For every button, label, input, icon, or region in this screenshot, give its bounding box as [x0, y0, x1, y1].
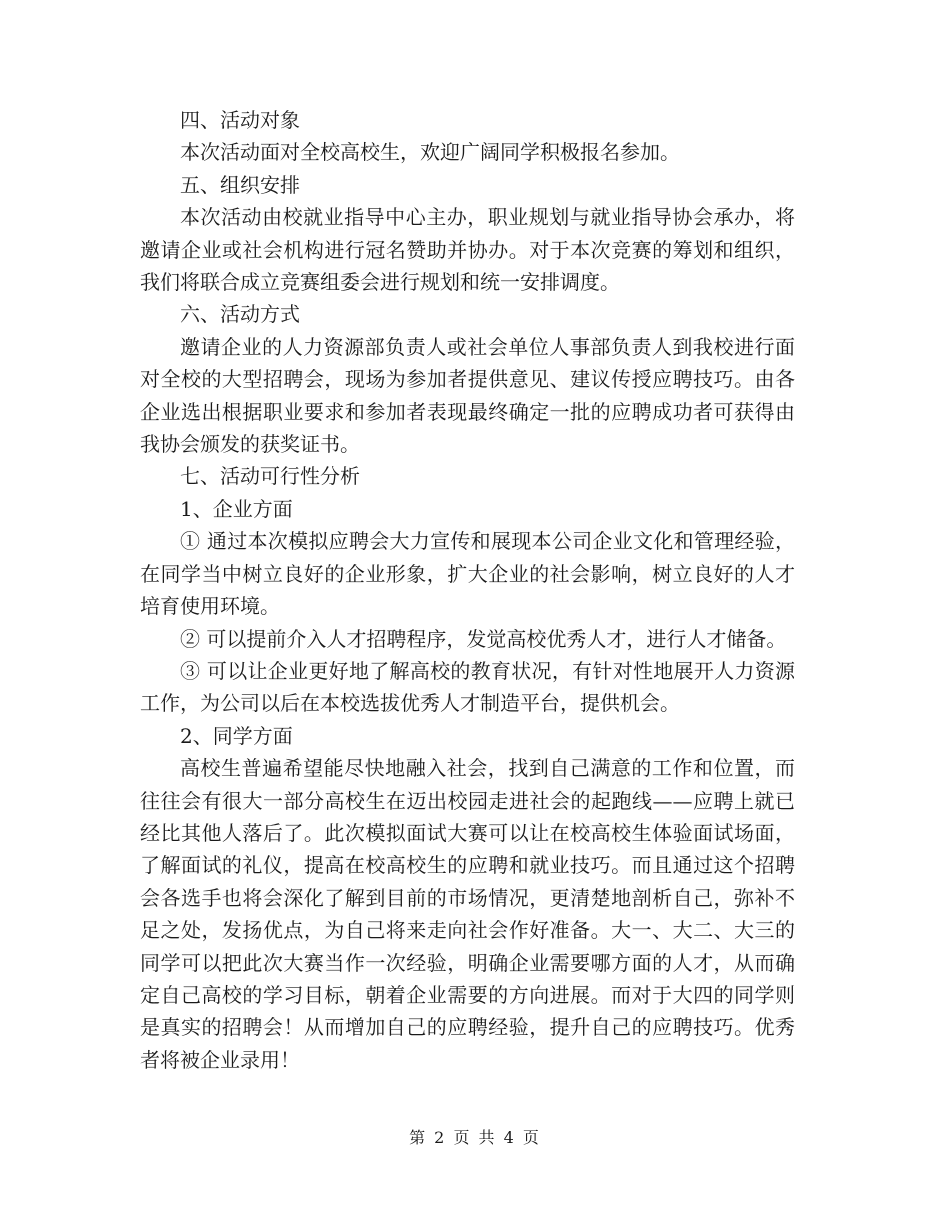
- subheading-students: 2、同学方面: [180, 723, 293, 748]
- heading-organization: 五、组织安排: [180, 172, 300, 197]
- document-body: [140, 104, 795, 1076]
- subheading-enterprise: 1、企业方面: [180, 496, 293, 521]
- list-item-enterprise-2: ② 可以提前介入人才招聘程序，发觉高校优秀人才，进行人才储备。: [180, 626, 787, 651]
- paragraph-activity-target: 本次活动面对全校高校生，欢迎广阔同学积极报名参加。: [180, 140, 680, 165]
- paragraph-organization: 本次活动由校就业指导中心主办，职业规划与就业指导协会承办，将邀请企业或社会机构进行冠名赞助并协办。对于本次竞赛的筹划和组织，我们将联合成立竞赛组委会进行规划和统一安排调度。: [140, 205, 795, 295]
- heading-activity-method: 六、活动方式: [180, 302, 300, 327]
- heading-feasibility: 七、活动可行性分析: [180, 464, 360, 489]
- page-number-footer: 第 2 页 共 4 页: [409, 1128, 541, 1147]
- list-item-enterprise-1: ① 通过本次模拟应聘会大力宣传和展现本公司企业文化和管理经验，在同学当中树立良好的企业形象，扩大企业的社会影响，树立良好的人才培育使用环境。: [140, 529, 795, 619]
- paragraph-activity-method: 邀请企业的人力资源部负责人或社会单位人事部负责人到我校进行面对全校的大型招聘会，现场为参加者提供意见、建议传授应聘技巧。由各企业选出根据职业要求和参加者表现最终确定一批的应聘成功者可获得由我协会颁发的获奖证书。: [140, 334, 795, 457]
- list-item-enterprise-3: ③ 可以让企业更好地了解高校的教育状况，有针对性地展开人力资源工作，为公司以后在本校选拔优秀人才制造平台，提供机会。: [140, 658, 795, 716]
- heading-activity-target: 四、活动对象: [180, 108, 300, 132]
- paragraph-students: 高校生普遍希望能尽快地融入社会，找到自己满意的工作和位置，而往往会有很大一部分高校生在迈出校园走进社会的起跑线——应聘上就已经比其他人落后了。此次模拟面试大赛可以让在校高校生体验面试场面，了解面试的礼仪，提高在校高校生的应聘和就业技巧。而且通过这个招聘会各选手也将会深化了解到目前的市场情况，更清楚地剖析自己，弥补不足之处，发扬优点，为自己将来走向社会作好准备。大一、大二、大三的同学可以把此次大赛当作一次经验，明确企业需要哪方面的人才，从而确定自己高校的学习目标，朝着企业需要的方向进展。而对于大四的同学则是真实的招聘会！从而增加自己的应聘经验，提升自己的应聘技巧。优秀者将被企业录用！: [140, 756, 795, 1072]
